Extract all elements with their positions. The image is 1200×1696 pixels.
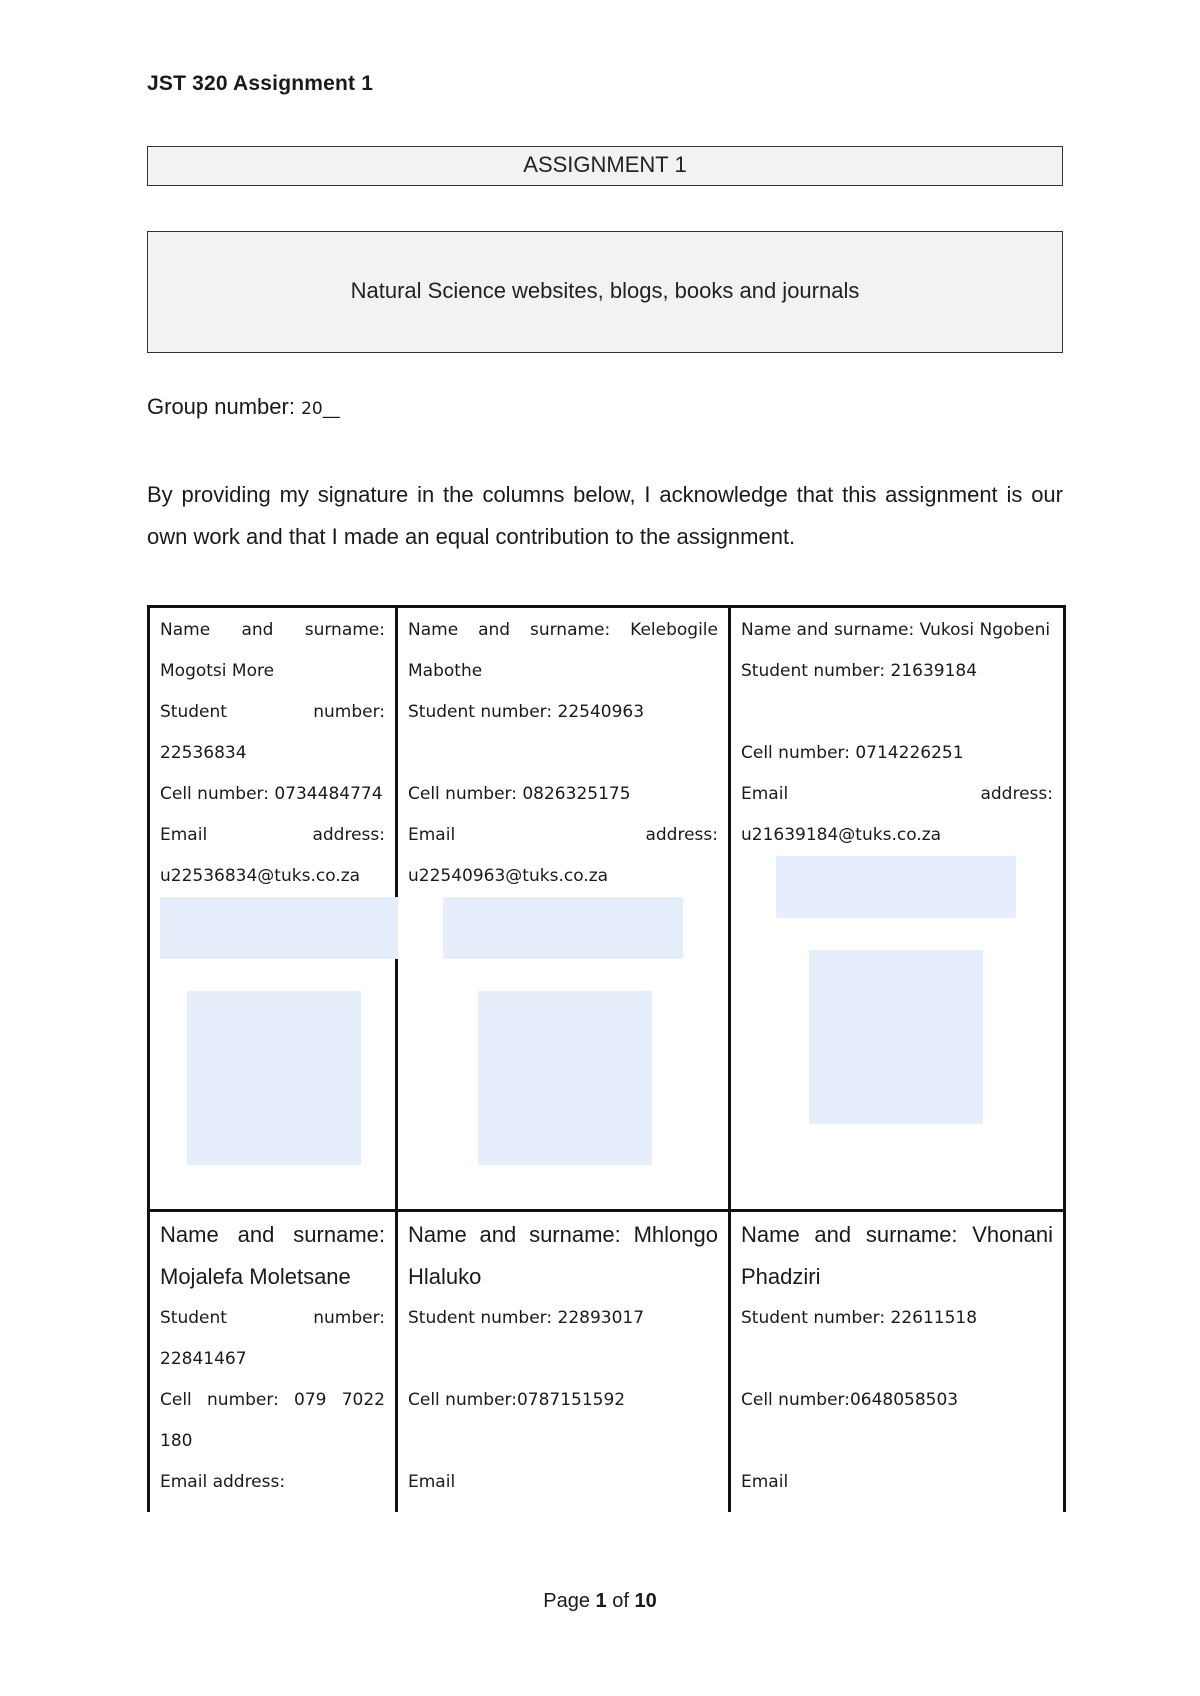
footer-current-page: 1 — [595, 1590, 607, 1612]
group-number-value: 20__ — [301, 399, 340, 419]
member-email: Email — [741, 1472, 789, 1492]
member-email: Email address: u22540963@tuks.co.za — [408, 825, 718, 886]
member-cell — [397, 607, 730, 1211]
member-student-number: Student number: 22841467 — [160, 1308, 385, 1369]
member-name: Name and surname: Mhlongo Hlaluko — [408, 1222, 718, 1289]
group-number-line — [147, 394, 340, 420]
signature-placeholder — [776, 856, 1016, 918]
footer-total-pages: 10 — [634, 1590, 657, 1612]
member-student-number: Student number: 22611518 — [741, 1308, 978, 1328]
member-cell-number: Cell number: 0826325175 — [408, 784, 631, 804]
member-student-number: Student number: 22893017 — [408, 1308, 645, 1328]
assignment-title: ASSIGNMENT 1 — [523, 152, 687, 177]
group-number-label: Group number: — [147, 394, 295, 419]
photo-placeholder — [187, 991, 361, 1165]
members-row-2 — [149, 1211, 1065, 1513]
member-name: Name and surname: Vukosi Ngobeni — [741, 620, 1051, 640]
assignment-title-box — [147, 146, 1063, 186]
member-email: Email address: — [160, 1472, 286, 1492]
member-cell — [149, 607, 397, 1211]
member-name: Name and surname: Kelebogile Mabothe — [408, 620, 718, 681]
member-student-number: Student number: 21639184 — [741, 661, 978, 681]
member-name: Name and surname: Vhonani Phadziri — [741, 1222, 1053, 1289]
photo-placeholder — [809, 950, 983, 1124]
member-student-number: Student number: 22536834 — [160, 702, 385, 763]
signature-placeholder — [160, 897, 398, 959]
acknowledgement-text: By providing my signature in the columns below, I acknowledge that this assignment is our own work and that I made an equal contribution to the assignment. — [147, 482, 1063, 549]
member-cell — [730, 607, 1065, 1211]
member-name: Name and surname: Mojalefa Moletsane — [160, 1222, 385, 1289]
signature-placeholder — [443, 897, 683, 959]
member-cell-number: Cell number: 0714226251 — [741, 743, 964, 763]
member-cell-number: Cell number: 0734484774 — [160, 784, 383, 804]
document-header-title: JST 320 Assignment 1 — [147, 72, 374, 95]
signature-area — [741, 856, 1053, 1168]
member-email: Email — [408, 1472, 456, 1492]
footer-page-word: Page — [543, 1590, 590, 1612]
topic-title: Natural Science websites, blogs, books and journals — [350, 278, 860, 303]
member-cell — [397, 1211, 730, 1513]
member-cell — [149, 1211, 397, 1513]
member-name: Name and surname: Mogotsi More — [160, 620, 385, 681]
member-email: Email address: u21639184@tuks.co.za — [741, 784, 1053, 845]
topic-box — [147, 231, 1063, 353]
signature-area — [408, 897, 718, 1209]
member-cell-number: Cell number:0787151592 — [408, 1390, 626, 1410]
signature-area — [160, 897, 385, 1209]
photo-placeholder — [478, 991, 652, 1165]
member-cell — [730, 1211, 1065, 1513]
member-cell-number: Cell number:0648058503 — [741, 1390, 959, 1410]
member-cell-number: Cell number: 079 7022 180 — [160, 1390, 385, 1451]
footer-of-word: of — [612, 1590, 629, 1612]
members-row-1 — [149, 607, 1065, 1211]
member-email: Email address: u22536834@tuks.co.za — [160, 825, 385, 886]
page-footer — [0, 1590, 1200, 1613]
member-student-number: Student number: 22540963 — [408, 702, 645, 722]
members-table — [147, 605, 1066, 1512]
